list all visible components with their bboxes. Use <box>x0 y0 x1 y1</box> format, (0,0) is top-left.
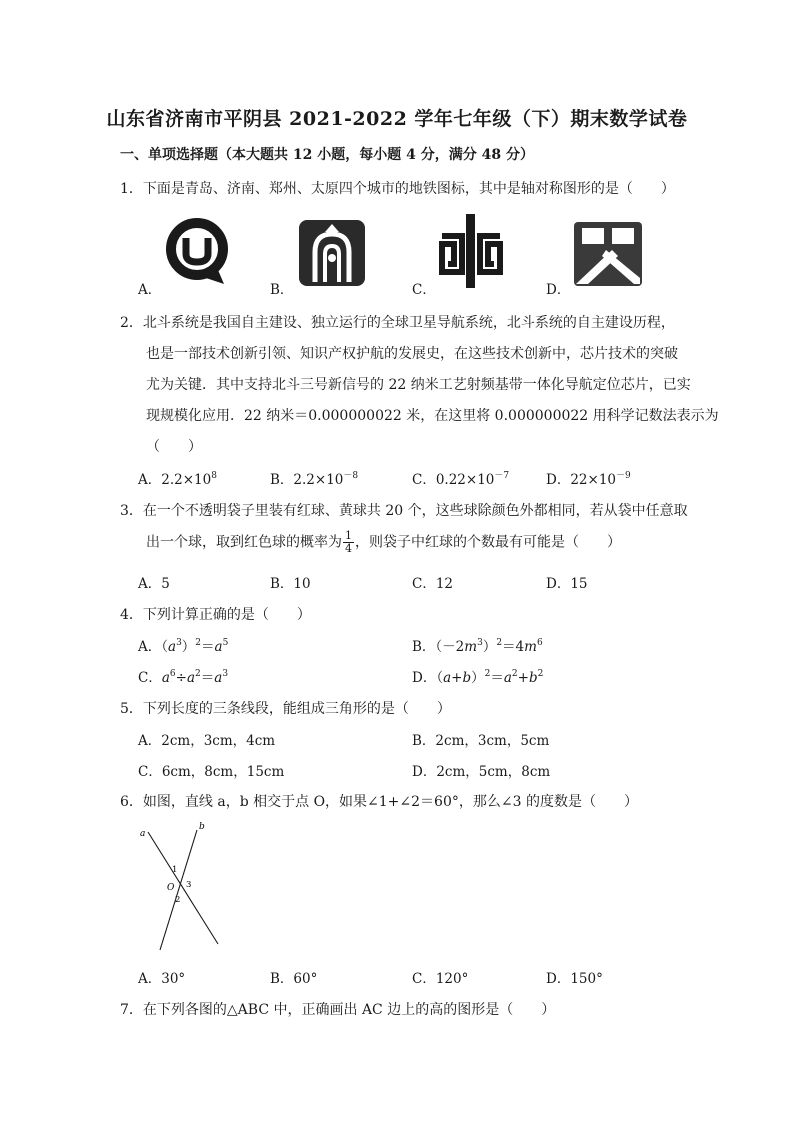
q5-option-d: D．2cm，5cm，8cm <box>412 764 551 780</box>
question-4-stem: 4．下列计算正确的是（ ） <box>120 607 311 623</box>
q5-option-a: A．2cm，3cm，4cm <box>138 733 276 749</box>
question-5-stem: 5．下列长度的三条线段，能组成三角形的是（ ） <box>120 701 451 717</box>
question-2-line-5: （ ） <box>146 439 202 455</box>
q3-option-a: A．5 <box>138 576 170 592</box>
qingdao-metro-logo-icon <box>160 214 234 288</box>
jinan-metro-logo-icon <box>297 218 367 288</box>
q4-option-c: C．$a^6\div a^2=a^3$ <box>138 669 229 686</box>
angle-1-label: 1 <box>172 865 178 875</box>
point-o-label: O <box>167 883 175 893</box>
question-6-stem: 6．如图，直线 a，b 相交于点 O，如果∠1+∠2＝60°，那么∠3 的度数是（ ） <box>120 794 638 810</box>
q5-option-b: B．2cm，3cm，5cm <box>412 733 550 749</box>
question-3-line-1: 3．在一个不透明袋子里装有红球、黄球共 20 个，这些球除颜色外都相同，若从袋中任意取 <box>120 503 688 519</box>
taiyuan-metro-logo-icon <box>572 220 644 288</box>
q4-option-d: D．$(a+b)^2=a^2+b^2$ <box>412 669 544 686</box>
q2-option-b: B．$2.2\times 10^{-8}$ <box>270 471 359 488</box>
question-3-line-2: 出一个球，取到红色球的概率为 $\frac{1}{4}$ ，则袋子中红球的个数最有可能是（ ） <box>146 529 621 555</box>
question-1-stem: 1．下面是青岛、济南、郑州、太原四个城市的地铁图标，其中是轴对称图形的是（ ） <box>120 181 675 197</box>
q4-option-b: B．$(-2m^3)^2=4m^6$ <box>412 638 543 655</box>
q4-option-a: A．$(a^3)^2=a^5$ <box>138 638 229 655</box>
zhengzhou-metro-logo-icon <box>436 212 506 290</box>
q2-option-a: A．$2.2\times 10^8$ <box>138 471 217 488</box>
q3-option-c: C．12 <box>412 576 454 592</box>
q1-option-d-label: D． <box>546 282 571 298</box>
q6-option-a: A．30° <box>138 971 186 987</box>
probability-fraction: $\frac{1}{4}$ <box>345 529 352 555</box>
line-b-label: b <box>199 822 205 832</box>
q5-option-c: C．6cm，8cm，15cm <box>138 764 285 780</box>
q6-option-d: D．150° <box>546 971 603 987</box>
q2-option-d: D．$22\times 10^{-9}$ <box>546 471 631 488</box>
q1-option-a-label: A． <box>138 282 162 298</box>
intersecting-lines-figure <box>134 820 230 954</box>
angle-2-label: 2 <box>175 895 181 905</box>
question-7-stem: 7．在下列各图的△ABC 中，正确画出 AC 边上的高的图形是（ ） <box>120 1002 556 1018</box>
section-heading: 一、单项选择题（本大题共 12 小题，每小题 4 分，满分 48 分） <box>120 147 534 163</box>
question-2-line-1: 2．北斗系统是我国自主建设、独立运行的全球卫星导航系统，北斗系统的自主建设历程， <box>120 315 675 331</box>
q1-option-c-label: C． <box>412 282 436 298</box>
question-2-line-3: 尤为关键．其中支持北斗三号新信号的 22 纳米工艺射频基带一体化导航定位芯片，已实 <box>146 377 691 393</box>
page-title: 山东省济南市平阴县 2021-2022 学年七年级（下）期末数学试卷 <box>106 108 688 130</box>
question-2-line-4: 现规模化应用．22 纳米＝0.000000022 米，在这里将 0.000000022 用科学记数法表示为 <box>146 408 719 424</box>
q2-option-c: C．$0.22\times 10^{-7}$ <box>412 471 510 488</box>
q3-option-b: B．10 <box>270 576 311 592</box>
q1-option-b-label: B． <box>270 282 294 298</box>
question-2-line-2: 也是一部技术创新引领、知识产权护航的发展史，在这些技术创新中，芯片技术的突破 <box>146 346 678 362</box>
q6-option-b: B．60° <box>270 971 318 987</box>
q3-option-d: D．15 <box>546 576 588 592</box>
q6-option-c: C．120° <box>412 971 469 987</box>
angle-3-label: 3 <box>186 880 192 890</box>
line-a-label: a <box>140 829 146 839</box>
